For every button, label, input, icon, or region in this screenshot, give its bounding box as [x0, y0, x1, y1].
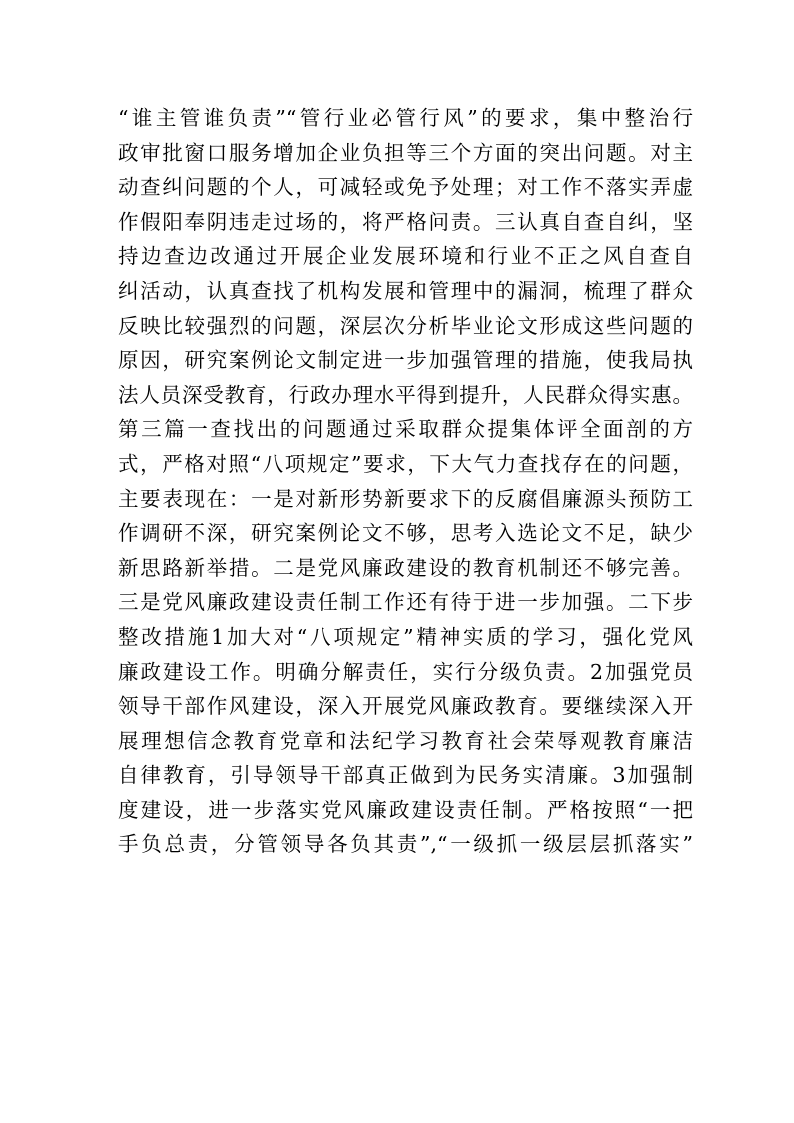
text-line-11: 式，严格对照“八项规定”要求，下大气力查找存在的问题， [118, 451, 693, 476]
text-line-4: 作假阳奉阴违走过场的，将严格问责。三认真自查自纠，坚 [118, 209, 693, 234]
text-line-12: 主要表现在：一是对新形势新要求下的反腐倡廉源头预防工 [118, 486, 693, 511]
text-line-5: 持边查边改通过开展企业发展环境和行业不正之风自查自 [118, 244, 693, 269]
text-line-19: 展理想信念教育党章和法纪学习教育社会荣辱观教育廉洁 [118, 728, 693, 753]
text-line-7: 反映比较强烈的问题，深层次分析毕业论文形成这些问题的 [118, 313, 693, 338]
text-line-15: 三是党风廉政建设责任制工作还有待于进一步加强。二下步 [118, 590, 693, 615]
text-line-1: “谁主管谁负责”“管行业必管行风”的要求，集中整治行 [118, 106, 693, 130]
text-line-13: 作调研不深，研究案例论文不够，思考入选论文不足，缺少 [118, 521, 693, 546]
text-line-21: 度建设，进一步落实党风廉政建设责任制。严格按照“一把 [118, 797, 693, 822]
text-line-2: 政审批窗口服务增加企业负担等三个方面的突出问题。对主 [118, 140, 693, 165]
text-line-10: 第三篇一查找出的问题通过采取群众提集体评全面剖的方 [118, 417, 693, 442]
body-text [118, 101, 693, 862]
text-line-14: 新思路新举措。二是党风廉政建设的教育机制还不够完善。 [118, 555, 693, 580]
text-line-18: 领导干部作风建设，深入开展党风廉政教育。要继续深入开 [118, 694, 693, 719]
text-line-3: 动查纠问题的个人，可减轻或免予处理；对工作不落实弄虚 [118, 175, 693, 200]
text-line-9: 法人员深受教育，行政办理水平得到提升，人民群众得实惠。 [118, 382, 693, 407]
text-line-20: 自律教育，引导领导干部真正做到为民务实清廉。3加强制 [118, 763, 693, 788]
text-line-17: 廉政建设工作。明确分解责任，实行分级负责。2加强党员 [118, 659, 693, 684]
text-line-22: 手负总责，分管领导各负其责”,“一级抓一级层层抓落实” [118, 832, 693, 857]
text-line-16: 整改措施1加大对“八项规定”精神实质的学习，强化党风 [118, 624, 693, 649]
text-line-8: 原因，研究案例论文制定进一步加强管理的措施，使我局执 [118, 348, 693, 373]
text-line-6: 纠活动，认真查找了机构发展和管理中的漏洞，梳理了群众 [118, 278, 693, 303]
